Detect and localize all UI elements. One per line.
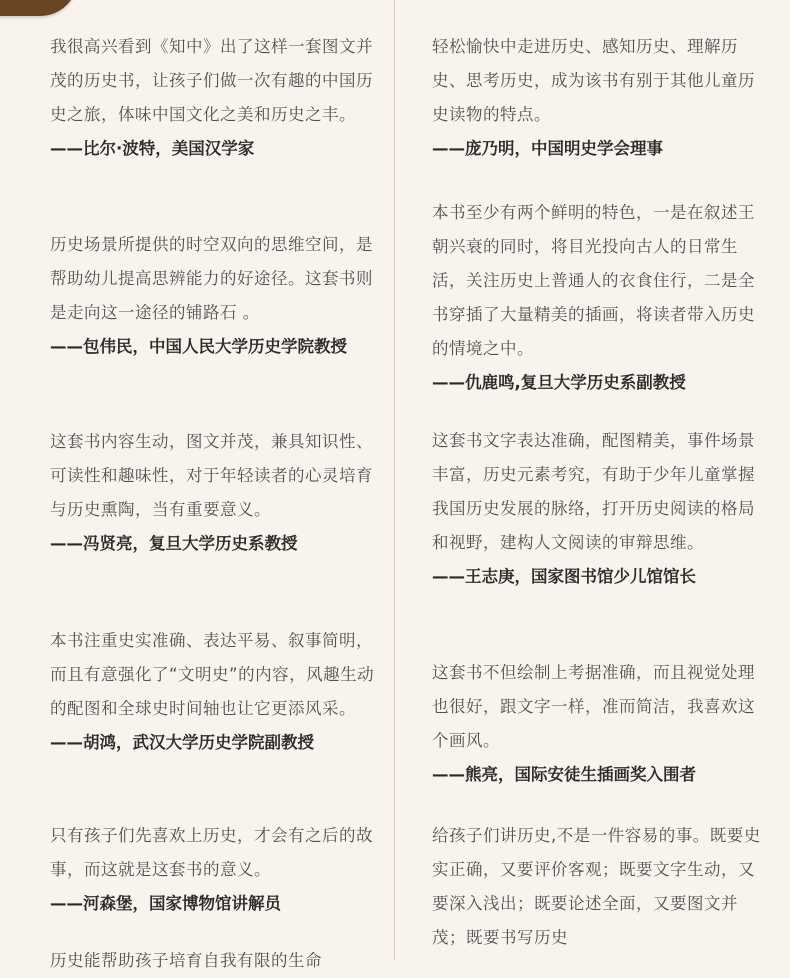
quote-block [432, 819, 762, 955]
quote-attribution: ——庞乃明，中国明史学会理事 [432, 139, 663, 158]
quote-attribution: ——河森堡，国家博物馆讲解员 [50, 894, 281, 913]
quote-block [50, 425, 380, 561]
quote-text: 本书注重史实准确、表达平易、叙事简明，而且有意强化了“文明史”的内容，风趣生动的配图和全球史时间轴也让它更添风采。 [50, 631, 375, 718]
quote-attribution: ——仇鹿鸣,复旦大学历史系副教授 [432, 373, 686, 392]
quote-text: 只有孩子们先喜欢上历史，才会有之后的故事，而这就是这套书的意义。 [50, 826, 373, 879]
quote-block [50, 819, 380, 921]
quote-text: 这套书内容生动，图文并茂，兼具知识性、可读性和趣味性，对于年轻读者的心灵培育与历史熏陶，当有重要意义。 [50, 432, 373, 519]
quote-attribution: ——包伟民，中国人民大学历史学院教授 [50, 337, 347, 356]
quote-text: 给孩子们讲历史,不是一件容易的事。既要史实正确，又要评价客观；既要文字生动，又要深入浅出；既要论述全面，又要图文并茂；既要书写历史 [432, 826, 761, 947]
quote-block [432, 196, 762, 400]
quote-text: 历史能帮助孩子培育自我有限的生命 [50, 951, 322, 970]
quote-attribution: ——熊亮，国际安徒生插画奖入围者 [432, 765, 696, 784]
quote-attribution: ——冯贤亮，复旦大学历史系教授 [50, 534, 298, 553]
column-divider [394, 0, 395, 960]
quote-block [432, 424, 762, 594]
quote-text: 轻松愉快中走进历史、感知历史、理解历史、思考历史，成为该书有别于其他儿童历史读物的特点。 [432, 37, 755, 124]
quote-text: 我很高兴看到《知中》出了这样一套图文并茂的历史书，让孩子们做一次有趣的中国历史之旅，体味中国文化之美和历史之丰。 [50, 37, 373, 124]
quote-block [432, 656, 762, 792]
quote-block [50, 30, 380, 166]
quote-attribution: ——胡鸿，武汉大学历史学院副教授 [50, 733, 314, 752]
quote-block [50, 624, 380, 760]
quote-attribution: ——王志庚，国家图书馆少儿馆馆长 [432, 567, 696, 586]
corner-ornament [0, 0, 78, 16]
quote-text: 本书至少有两个鲜明的特色，一是在叙述王朝兴衰的同时，将目光投向古人的日常生活，关注历史上普通人的衣食住行，二是全书穿插了大量精美的插画，将读者带入历史的情境之中。 [432, 203, 755, 358]
quote-block [50, 944, 380, 978]
quote-block [50, 228, 380, 364]
quote-text: 这套书文字表达准确，配图精美，事件场景丰富，历史元素考究，有助于少年儿童掌握我国历史发展的脉络，打开历史阅读的格局和视野，建构人文阅读的审辩思维。 [432, 431, 755, 552]
quote-block [432, 30, 762, 166]
quote-attribution: ——比尔·波特，美国汉学家 [50, 139, 255, 158]
quote-text: 这套书不但绘制上考据准确，而且视觉处理也很好，跟文字一样，准而简洁，我喜欢这个画风。 [432, 663, 755, 750]
quote-text: 历史场景所提供的时空双向的思维空间，是帮助幼儿提高思辨能力的好途径。这套书则是走向这一途径的铺路石 。 [50, 235, 373, 322]
